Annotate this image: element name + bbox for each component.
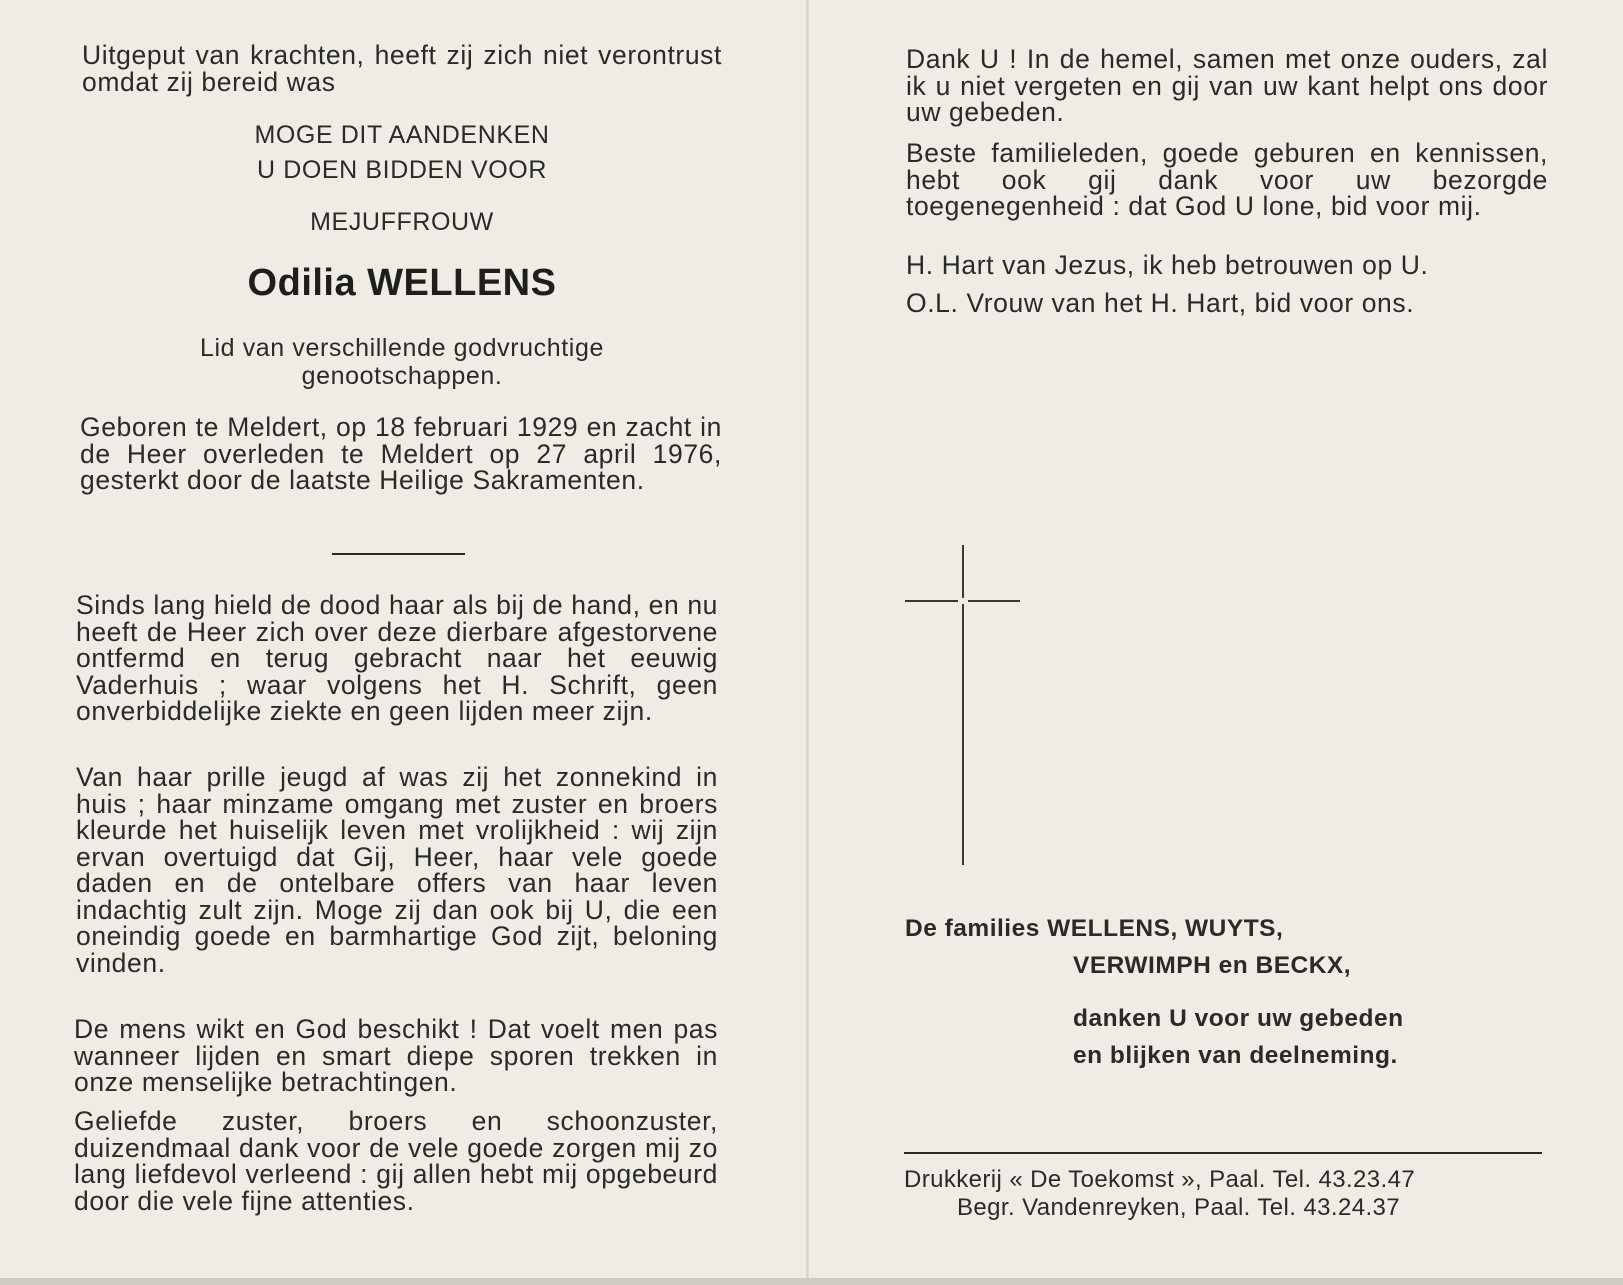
prayer-line-2: U DOEN BIDDEN VOOR <box>257 156 547 184</box>
intro-text: Uitgeput van krachten, heeft zij zich niet verontrust omdat zij bereid was <box>82 40 722 97</box>
prayer-line-1: MOGE DIT AANDENKEN <box>254 121 550 149</box>
paragraph-2: Van haar prille jeugd af was zij het zonnekind in huis ; haar minzame omgang met zuster en broers kleurde het huiselijk leven met vrolijkheid : wij zijn ervan overtuigd dat Gij, Heer, haar vele goede daden en de ontelbare offers van haar leven indachtig zult zijn. Moge zij dan ook bij U, die een oneindig goede en barmhartige God zijt, beloning vinden. <box>76 762 718 978</box>
our-lady-line: O.L. Vrouw van het H. Hart, bid voor ons. <box>906 288 1415 318</box>
printer-line-1: Drukkerij « De Toekomst », Paal. Tel. 43.23.47 <box>904 1166 1416 1193</box>
families-line-1: De families WELLENS, WUYTS, <box>905 915 1284 942</box>
membership-line-1: Lid van verschillende godvruchtige <box>200 334 604 362</box>
thanks-line-1: danken U voor uw gebeden <box>1073 1005 1404 1032</box>
cross-gap <box>958 598 968 604</box>
printer-rule <box>904 1152 1542 1154</box>
paragraph-1: Sinds lang hield de dood haar als bij de hand, en nu heeft de Heer zich over deze dierbare afgestorvene ontfermd en terug gebracht naar het eeuwig Vaderhuis ; waar volgens het H. Schrift, geen onverbiddelijke ziekte en geen lijden meer zijn. <box>76 590 718 726</box>
right-paragraph-1: Dank U ! In de hemel, samen met onze ouders, zal ik u niet vergeten en gij van uw kant helpt ons door uw gebeden. <box>906 44 1548 127</box>
right-paragraph-2: Beste familieleden, goede geburen en kennissen, hebt ook gij dank voor uw bezorgde toegenegenheid : dat God U lone, bid voor mij. <box>906 138 1548 221</box>
paragraph-4: Geliefde zuster, broers en schoonzuster, duizendmaal dank voor de vele goede zorgen mij zo lang liefdevol verleend : gij allen hebt mij opgebeurd door die vele fijne attenties. <box>74 1106 718 1216</box>
title-mejuffrouw: MEJUFFROUW <box>310 208 494 236</box>
card-bottom-edge <box>0 1278 1623 1285</box>
deceased-name: Odilia WELLENS <box>247 262 557 304</box>
sacred-heart-line: H. Hart van Jezus, ik heb betrouwen op U. <box>906 250 1429 280</box>
divider-rule <box>332 553 465 555</box>
thanks-line-2: en blijken van deelneming. <box>1073 1042 1398 1069</box>
card-fold <box>806 0 809 1280</box>
paragraph-3: De mens wikt en God beschikt ! Dat voelt men pas wanneer lijden en smart diepe sporen trekken in onze menselijke betrachtingen. <box>74 1014 718 1097</box>
cross-vertical <box>962 545 964 865</box>
birth-death-text: Geboren te Meldert, op 18 februari 1929 en zacht in de Heer overleden te Meldert op 27 april 1976, gesterkt door de laatste Heilige Sakramenten. <box>80 412 722 495</box>
printer-line-2: Begr. Vandenreyken, Paal. Tel. 43.24.37 <box>957 1194 1401 1221</box>
families-line-2: VERWIMPH en BECKX, <box>1073 952 1352 979</box>
membership-line-2: genootschappen. <box>301 362 503 390</box>
